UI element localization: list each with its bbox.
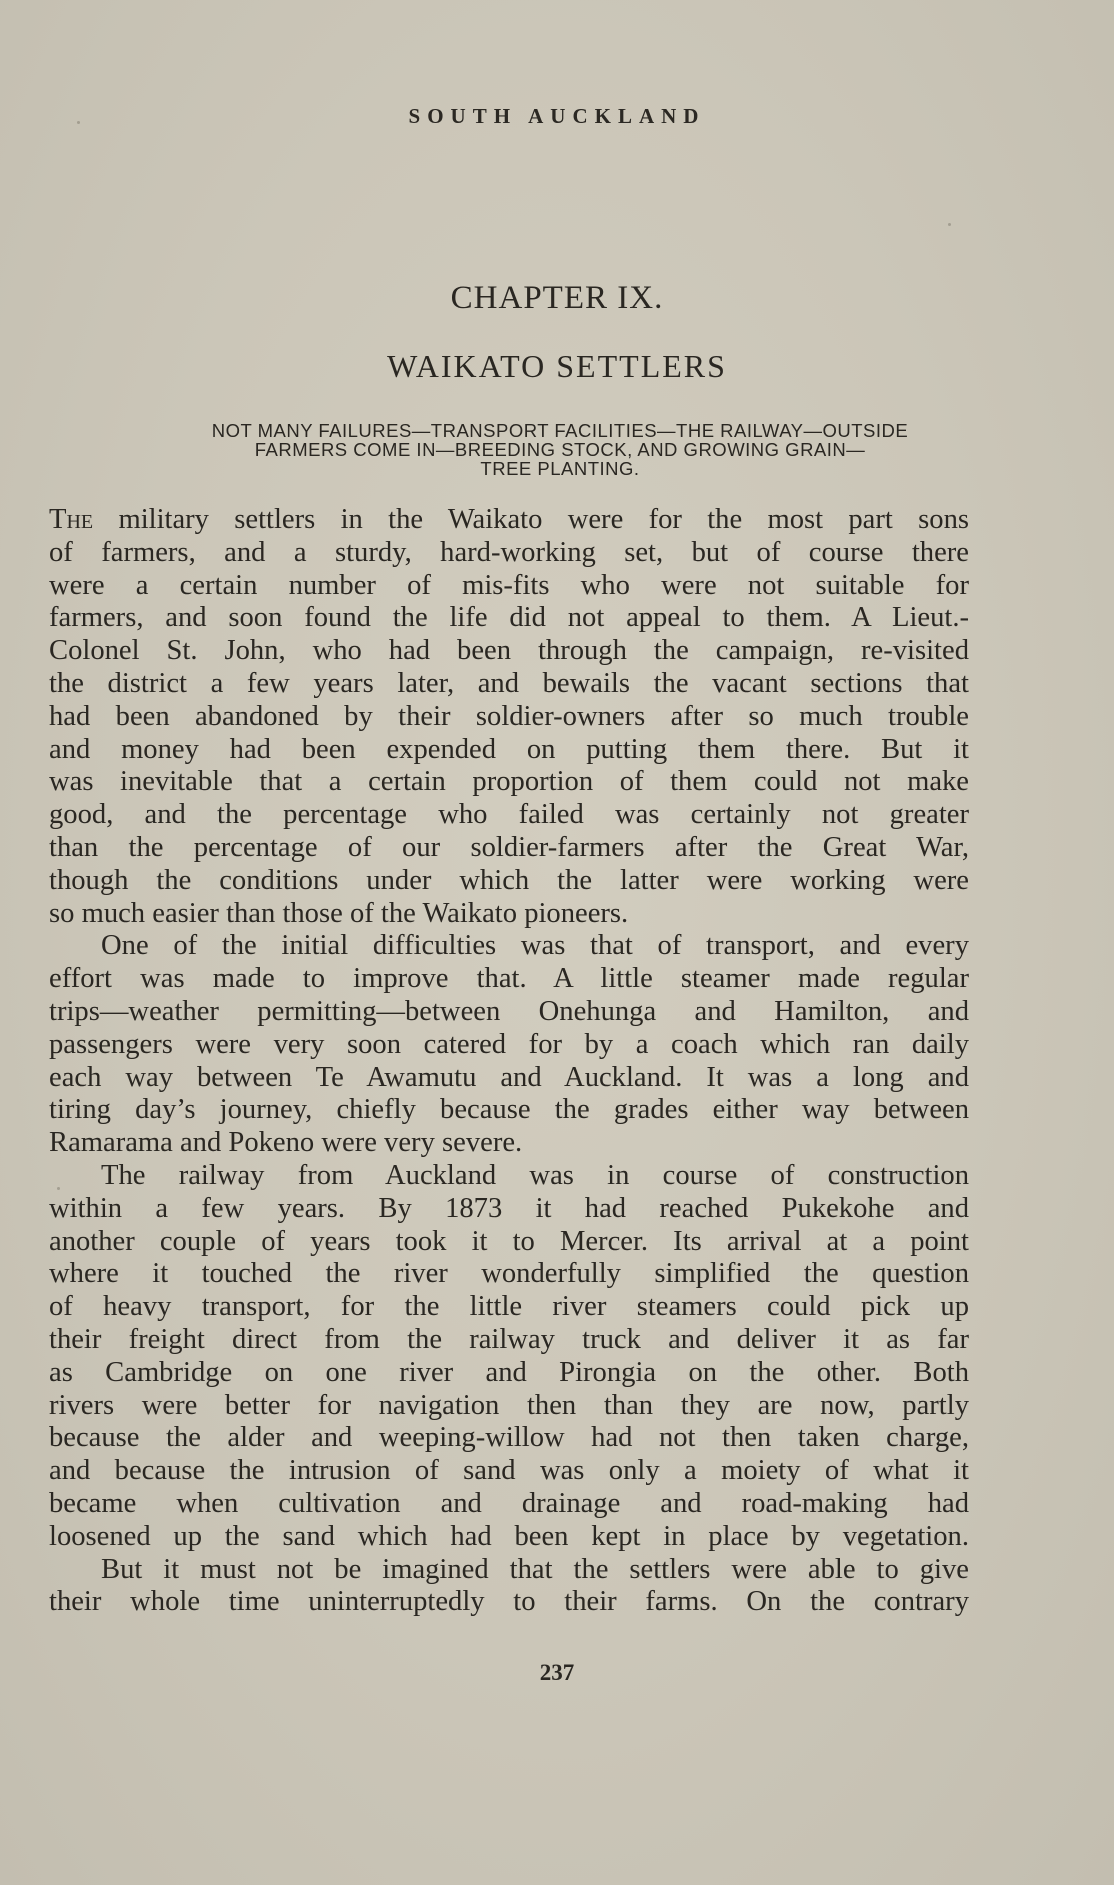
synopsis-line: FARMERS COME IN—BREEDING STOCK, AND GROWING GRAIN—	[254, 439, 866, 460]
text-line: loosened up the sand which had been kept in place by vegetation.	[49, 1520, 969, 1552]
text-line: within a few years. By 1873 it had reached Pukekohe and	[49, 1192, 969, 1224]
text-line: so much easier than those of the Waikato pioneers.	[49, 897, 629, 929]
text-line: The military settlers in the Waikato were for the most part sons	[49, 504, 969, 535]
text-line: good, and the percentage who failed was certainly not greater	[49, 799, 969, 831]
text-line: and money had been expended on putting them there. But it	[49, 733, 969, 765]
text-line: their whole time uninterruptedly to their farms. On the contrary	[49, 1586, 969, 1618]
paragraph	[49, 1554, 969, 1620]
text-line: One of the initial difficulties was that of transport, and every	[101, 930, 969, 962]
text-line: than the percentage of our soldier-farmers after the Great War,	[49, 831, 969, 863]
synopsis-line: NOT MANY FAILURES—TRANSPORT FACILITIES—THE RAILWAY—OUTSIDE	[211, 420, 909, 441]
paragraph	[49, 504, 969, 930]
text-line: had been abandoned by their soldier-owners after so much trouble	[49, 700, 969, 732]
chapter-title: WAIKATO SETTLERS	[387, 348, 727, 384]
text-line: The railway from Auckland was in course of construction	[101, 1159, 969, 1191]
paper-speck	[57, 1187, 60, 1190]
text-line: But it must not be imagined that the settlers were able to give	[101, 1553, 969, 1585]
paper-speck	[948, 223, 951, 226]
paragraph	[49, 930, 969, 1160]
page-number: 237	[539, 1660, 575, 1685]
text-line: became when cultivation and drainage and road-making had	[49, 1487, 969, 1519]
text-line: of heavy transport, for the little river steamers could pick up	[49, 1291, 969, 1323]
text-line: the district a few years later, and bewails the vacant sections that	[49, 667, 969, 699]
paragraph	[49, 1160, 969, 1554]
text-line: their freight direct from the railway truck and deliver it as far	[49, 1323, 969, 1355]
text-line: effort was made to improve that. A little steamer made regular	[49, 963, 969, 995]
text-line: was inevitable that a certain proportion of them could not make	[49, 766, 969, 798]
text-line: farmers, and soon found the life did not appeal to them. A Lieut.-	[49, 602, 969, 634]
text-line: because the alder and weeping-willow had not then taken charge,	[49, 1422, 969, 1454]
running-head: SOUTH AUCKLAND	[408, 104, 706, 128]
chapter-number: CHAPTER IX.	[450, 280, 664, 316]
text-line: another couple of years took it to Mercer. Its arrival at a point	[49, 1225, 969, 1257]
chapter-synopsis	[60, 421, 1060, 478]
text-line: Ramarama and Pokeno were very severe.	[49, 1127, 523, 1159]
text-line: Colonel St. John, who had been through the campaign, re-visited	[49, 635, 969, 667]
text-line: passengers were very soon catered for by a coach which ran daily	[49, 1028, 969, 1060]
text-line: and because the intrusion of sand was only a moiety of what it	[49, 1455, 969, 1487]
text-line: tiring day’s journey, chiefly because the grades either way between	[49, 1094, 969, 1126]
text-line: rivers were better for navigation then than they are now, partly	[49, 1389, 969, 1421]
text-line: of farmers, and a sturdy, hard-working set, but of course there	[49, 536, 969, 568]
text-line: as Cambridge on one river and Pirongia on the other. Both	[49, 1356, 969, 1388]
text-line: were a certain number of mis-fits who were not suitable for	[49, 569, 969, 601]
paper-speck	[77, 121, 80, 124]
text-line: trips—weather permitting—between Onehunga and Hamilton, and	[49, 995, 969, 1027]
text-line: where it touched the river wonderfully simplified the question	[49, 1258, 969, 1290]
lead-word: The	[49, 504, 94, 535]
synopsis-line: TREE PLANTING.	[480, 458, 640, 479]
text-line: though the conditions under which the latter were working were	[49, 864, 969, 896]
text-line: each way between Te Awamutu and Auckland. It was a long and	[49, 1061, 969, 1093]
body-text	[49, 504, 969, 1619]
